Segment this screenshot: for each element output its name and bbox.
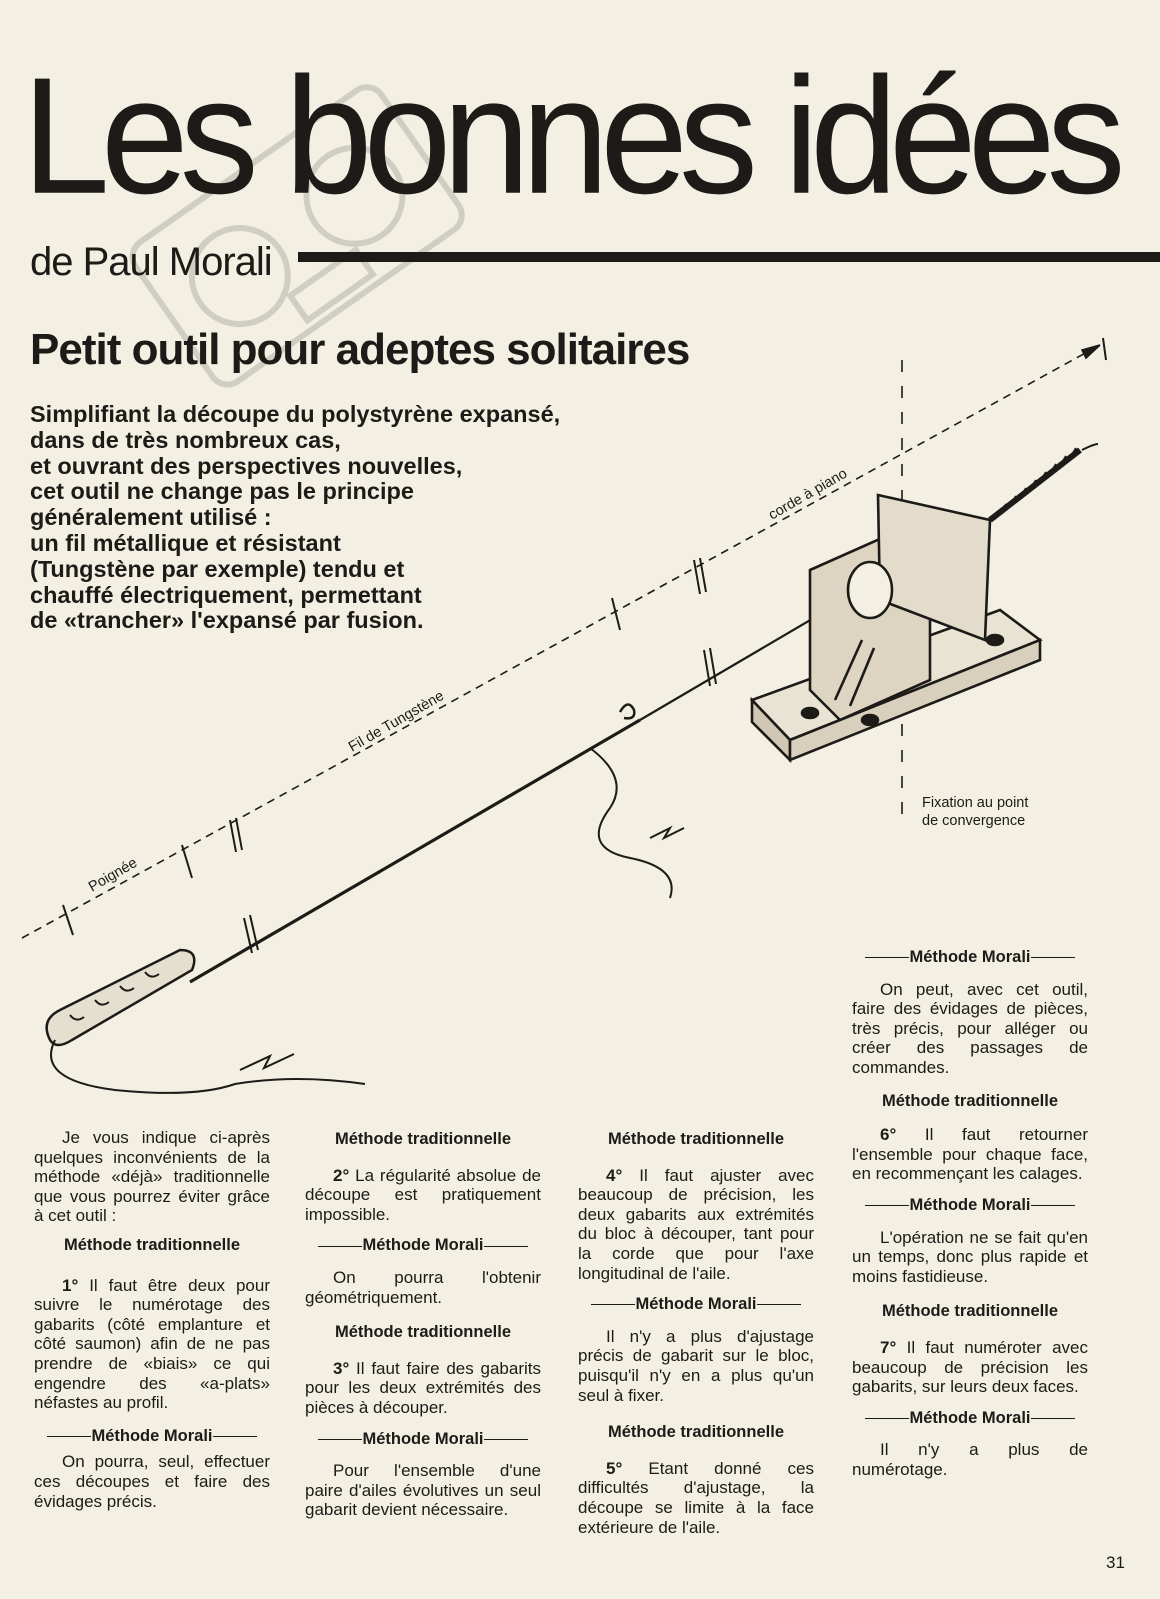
column-paragraph: Il n'y a plus de numérotage.: [852, 1440, 1088, 1479]
column-paragraph: On pourra l'obtenir géométriquement.: [305, 1267, 541, 1307]
section-heading-morali: [852, 1196, 1088, 1216]
item-number: 2°: [333, 1165, 350, 1185]
intro-line: dans de très nombreux cas,: [30, 426, 341, 453]
heading-text: Méthode Morali: [909, 948, 1031, 966]
intro-line: généralement utilisé :: [30, 504, 272, 531]
heading-rule: [484, 1439, 528, 1440]
column-paragraph: Pour l'ensemble d'une paire d'ailes évolutives un seul gabarit devient nécessaire.: [305, 1461, 541, 1520]
heading-text: Méthode Morali: [909, 1408, 1031, 1427]
handle-cable: [51, 1040, 365, 1093]
section-heading: Méthode traditionnelle: [334, 1323, 511, 1342]
paragraph-text: La régularité absolue de découpe est pratiquement impossible.: [305, 1165, 541, 1224]
heading-text: Méthode Morali: [909, 1195, 1031, 1214]
label-fixation-line: Fixation au point: [922, 795, 1029, 811]
item-number: 4°: [606, 1165, 623, 1185]
section-heading: Méthode traditionnelle: [607, 1130, 784, 1148]
text-column-2: [305, 1130, 541, 1520]
column-paragraph: L'opération ne se fait qu'en un temps, donc plus rapide et moins fastidieuse.: [852, 1227, 1088, 1286]
heading-rule: [865, 957, 909, 958]
article-headline: Petit outil pour adeptes solitaires: [30, 325, 690, 374]
item-number: 5°: [606, 1458, 623, 1478]
section-heading: Méthode traditionnelle: [881, 1302, 1058, 1321]
section-heading-morali: [852, 948, 1088, 968]
text-column-3: [578, 1130, 814, 1537]
paragraph-text: Etant donné ces difficultés d'ajustage, la découpe se limite à la face extérieure de l'aile.: [578, 1458, 814, 1537]
column-paragraph: [578, 1166, 814, 1284]
tungsten-wire: [190, 720, 640, 982]
intro-line: (Tungstène par exemple) tendu et: [30, 555, 405, 582]
intro-line: un fil métallique et résistant: [30, 529, 341, 556]
heading-rule: [1031, 1418, 1075, 1419]
wire-hook: [620, 704, 634, 718]
column-paragraph: On pourra, seul, effectuer ces découpes et faire des évidages précis.: [34, 1452, 270, 1511]
column-paragraph: [34, 1276, 270, 1413]
paragraph-text: Il faut être deux pour suivre le numérotage des gabarits (côté emplanture et côté saumon) afin de ne pas prendre de «biais» ce qui engendre des «a-plats» néfastes au profil.: [34, 1275, 270, 1413]
heading-text: Méthode Morali: [362, 1429, 484, 1448]
section-heading-morali: [305, 1430, 541, 1450]
section-heading: Méthode traditionnelle: [63, 1235, 240, 1254]
column-paragraph: Il n'y a plus d'ajustage précis de gabarit sur le bloc, puisqu'il n'y en a plus qu'un seul à fixer.: [578, 1326, 814, 1405]
heading-text: Méthode Morali: [635, 1295, 757, 1314]
text-column-1: [34, 1128, 270, 1511]
section-heading: Méthode traditionnelle: [881, 1091, 1058, 1110]
column-paragraph: [852, 1338, 1088, 1397]
page-number: 31: [1106, 1553, 1125, 1572]
label-corde-a-piano: corde à piano: [766, 465, 851, 524]
item-number: 6°: [880, 1125, 897, 1145]
heading-text: Méthode Morali: [91, 1426, 213, 1445]
intro-line: chauffé électriquement, permettant: [30, 581, 422, 608]
paragraph-text: Il faut numéroter avec beaucoup de précision les gabarits, sur leurs deux faces.: [852, 1337, 1088, 1397]
power-cable: [590, 748, 672, 898]
section-heading-morali: [852, 1409, 1088, 1429]
heading-rule: [47, 1436, 91, 1437]
paragraph-text: Il faut retourner l'ensemble pour chaque face, en recommençant les calages.: [852, 1125, 1088, 1184]
heading-rule: [865, 1205, 909, 1206]
column-paragraph: Je vous indique ci-après quelques inconvénients de la méthode «déjà» traditionnelle que vous pourrez éviter grâce à cet outil :: [34, 1128, 270, 1226]
section-heading: Méthode traditionnelle: [334, 1130, 511, 1148]
paragraph-text: Il faut faire des gabarits pour les deux extrémités des pièces à découper.: [305, 1358, 541, 1417]
heading-rule: [757, 1304, 801, 1305]
heading-rule: [591, 1304, 635, 1305]
page-title: Les bonnes idées: [22, 43, 1117, 229]
text-column-4: [852, 948, 1088, 1479]
label-poignee: Poignée: [86, 854, 141, 896]
label-fixation: [922, 794, 1028, 830]
heading-rule: [1031, 957, 1075, 958]
column-paragraph: [305, 1166, 541, 1225]
item-number: 3°: [333, 1358, 350, 1378]
column-paragraph: [305, 1359, 541, 1418]
intro-line: de «trancher» l'expansé par fusion.: [30, 607, 424, 634]
section-heading-morali: [305, 1236, 541, 1256]
heading-rule: [318, 1246, 362, 1247]
column-paragraph: [852, 1125, 1088, 1184]
item-number: 1°: [62, 1275, 79, 1295]
heading-text: Méthode Morali: [362, 1236, 484, 1255]
heading-rule: [484, 1246, 528, 1247]
fixture-block: [752, 495, 1040, 760]
heading-rule: [865, 1418, 909, 1419]
intro-line: Simplifiant la découpe du polystyrène expansé,: [30, 401, 561, 427]
section-heading-morali: [578, 1295, 814, 1315]
heading-rule: [213, 1436, 257, 1437]
heading-rule: [1031, 1205, 1075, 1206]
handle: [47, 950, 195, 1045]
column-paragraph: On peut, avec cet outil, faire des évidages de pièces, très précis, pour alléger ou créer des passages de commandes.: [852, 979, 1088, 1077]
label-fil-de-tungstene: Fil de Tungstène: [346, 687, 447, 756]
column-paragraph: [578, 1459, 814, 1537]
intro-line: et ouvrant des perspectives nouvelles,: [30, 452, 463, 479]
intro-line: cet outil ne change pas le principe: [30, 478, 414, 505]
heading-rule: [318, 1439, 362, 1440]
section-heading-morali: [34, 1427, 270, 1447]
axis-arrow-icon: [1082, 345, 1100, 358]
section-heading: Méthode traditionnelle: [607, 1423, 784, 1442]
paragraph-text: Il faut ajuster avec beaucoup de précision, les deux gabarits aux extrémités du bloc à découper, tant pour la corde que pour l'axe longitudinal de l'aile.: [578, 1165, 814, 1283]
byline: de Paul Morali: [30, 240, 272, 284]
label-fixation-line: de convergence: [922, 813, 1026, 829]
item-number: 7°: [880, 1337, 897, 1357]
